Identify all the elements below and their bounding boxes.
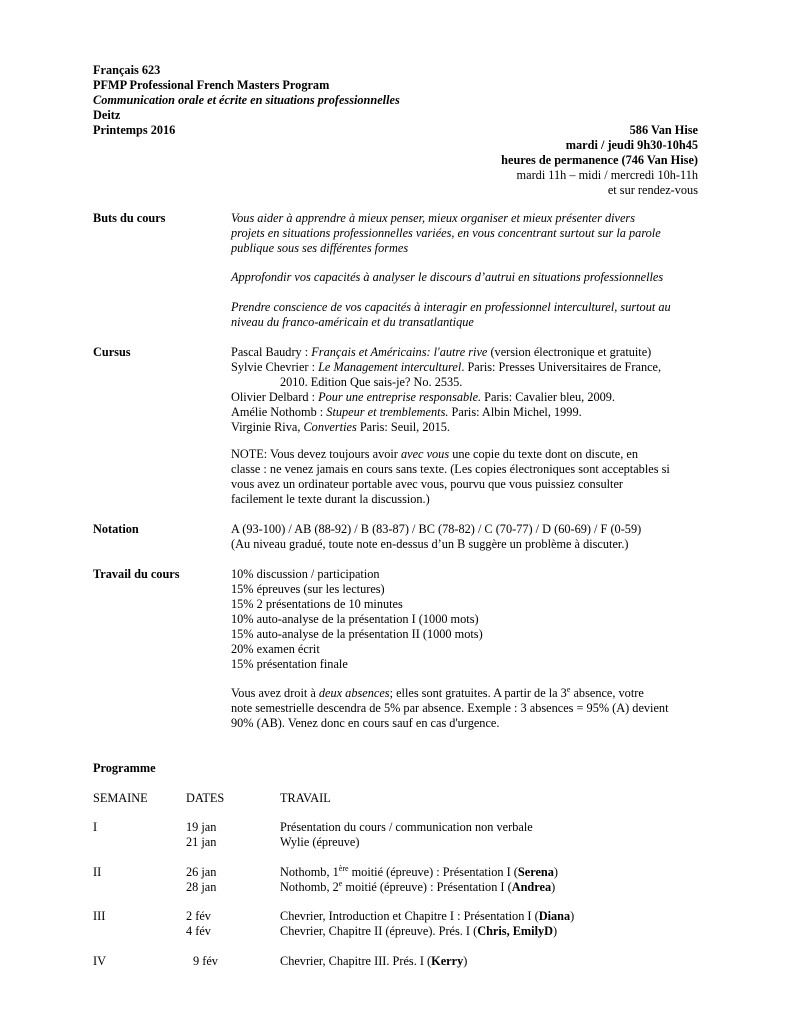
instructor-name: Deitz — [93, 108, 121, 122]
absence-policy: Vous avez droit à deux absences; elles sont gratuites. A partir de la 3e absence, votre note semestrielle descendra de 5% par absence. Exemple : 3 absences = 95% (A) devient 90% (AB). Venez donc en cours sauf en cas d'urgence. — [231, 684, 669, 730]
goals-label: Buts du cours — [93, 211, 166, 225]
session-date: 9 fév — [193, 954, 218, 968]
grade-note-line: (Au niveau gradué, toute note en-dessus d’un B suggère un problème à discuter.) — [231, 537, 629, 551]
session-work: Chevrier, Introduction et Chapitre I : Présentation I (Diana) — [280, 909, 575, 923]
coursework-item: 15% 2 présentations de 10 minutes — [231, 597, 403, 611]
location-block — [400, 123, 698, 198]
term: Printemps 2016 — [93, 123, 176, 137]
session-date: 26 jan — [186, 865, 217, 879]
session-work: Chevrier, Chapitre II (épreuve). Prés. I (Chris, EmilyD) — [280, 924, 558, 938]
week-label: I — [93, 820, 98, 834]
reading-note: NOTE: Vous devez toujours avoir avec vous une copie du texte dont on discute, en classe : ne venez jamais en cours sans texte. (Les copies électroniques sont acceptables si vous avez un ordinateur portable avec vous, pourvu que vous puissiez consulter facilement le texte durant la discussion.) — [231, 447, 670, 506]
session-work: Présentation du cours / communication non verbale — [280, 820, 533, 834]
column-header-dates: DATES — [186, 791, 225, 805]
goals-section — [231, 211, 701, 256]
goal-3-line: niveau du franco-américain et du transatlantique — [231, 315, 474, 329]
book-entry: Olivier Delbard : Pour une entreprise responsable. Paris: Cavalier bleu, 2009. — [231, 390, 615, 404]
session-date: 28 jan — [186, 880, 217, 894]
session-date: 2 fév — [186, 909, 211, 923]
column-header-week: SEMAINE — [93, 791, 148, 805]
goal-3-line: Prendre conscience de vos capacités à interagir en professionnel interculturel, surtout au — [231, 300, 671, 314]
course-title: Français 623 — [93, 63, 161, 77]
coursework-label: Travail du cours — [93, 567, 180, 581]
column-header-work: TRAVAIL — [280, 791, 331, 805]
week-label: II — [93, 865, 102, 879]
office-hours-title: heures de permanence (746 Van Hise) — [501, 153, 698, 167]
appointment-note: et sur rendez-vous — [607, 183, 698, 197]
session-work: Nothomb, 2e moitié (épreuve) : Présentation I (Andrea) — [280, 878, 556, 894]
session-work: Chevrier, Chapitre III. Prés. I (Kerry) — [280, 954, 468, 968]
class-schedule: mardi / jeudi 9h30-10h45 — [565, 138, 698, 152]
coursework-item: 10% discussion / participation — [231, 567, 380, 581]
grading-scale — [231, 522, 701, 552]
coursework-item: 10% auto-analyse de la présentation I (1000 mots) — [231, 612, 479, 626]
presenter-name: Andrea — [511, 880, 552, 894]
session-date: 4 fév — [186, 924, 211, 938]
week-label: IV — [93, 954, 106, 968]
session-date: 19 jan — [186, 820, 217, 834]
coursework-list — [231, 567, 701, 672]
goal-1-line: publique sous ses différentes formes — [231, 241, 409, 255]
presenter-name: Kerry — [431, 954, 464, 968]
presenter-name: Diana — [538, 909, 571, 923]
goal-1-line: Vous aider à apprendre à mieux penser, mieux organiser et mieux présenter divers — [231, 211, 636, 225]
coursework-item: 15% auto-analyse de la présentation II (1000 mots) — [231, 627, 483, 641]
session-work: Nothomb, 1ère moitié (épreuve) : Présentation I (Serena) — [280, 863, 558, 879]
notation-label: Notation — [93, 522, 139, 536]
goal-2 — [231, 270, 701, 285]
coursework-item: 15% épreuves (sur les lectures) — [231, 582, 385, 596]
session-work: Wylie (épreuve) — [280, 835, 360, 849]
goal-3 — [231, 300, 701, 330]
book-entry-continued: 2010. Edition Que sais-je? No. 2535. — [280, 375, 463, 389]
reading-list — [231, 345, 701, 435]
session-date: 21 jan — [186, 835, 217, 849]
programme-title: Programme — [93, 761, 156, 775]
office-hours: mardi 11h – midi / mercredi 10h-11h — [516, 168, 698, 182]
grade-scale-line: A (93-100) / AB (88-92) / B (83-87) / BC (78-82) / C (70-77) / D (60-69) / F (0-59) — [231, 522, 642, 536]
week-label: III — [93, 909, 106, 923]
room: 586 Van Hise — [629, 123, 698, 137]
coursework-item: 20% examen écrit — [231, 642, 320, 656]
cursus-label: Cursus — [93, 345, 131, 359]
course-subtitle: Communication orale et écrite en situations professionnelles — [93, 93, 400, 107]
book-entry: Pascal Baudry : Français et Américains: l'autre rive (version électronique et gratuite) — [231, 345, 652, 359]
coursework-item: 15% présentation finale — [231, 657, 348, 671]
goal-1-line: projets en situations professionnelles variées, en vous concentrant surtout sur la parole — [231, 226, 661, 240]
program-name: PFMP Professional French Masters Program — [93, 78, 330, 92]
presenter-name: Serena — [517, 865, 554, 879]
book-entry: Sylvie Chevrier : Le Management interculturel. Paris: Presses Universitaires de France, — [231, 360, 662, 374]
presenter-name: Chris, EmilyD — [477, 924, 554, 938]
book-entry: Virginie Riva, Converties Paris: Seuil, 2015. — [231, 420, 451, 434]
goal-2-line: Approfondir vos capacités à analyser le discours d’autrui en situations professionnelles — [231, 270, 664, 284]
book-entry: Amélie Nothomb : Stupeur et tremblements. Paris: Albin Michel, 1999. — [231, 405, 582, 419]
